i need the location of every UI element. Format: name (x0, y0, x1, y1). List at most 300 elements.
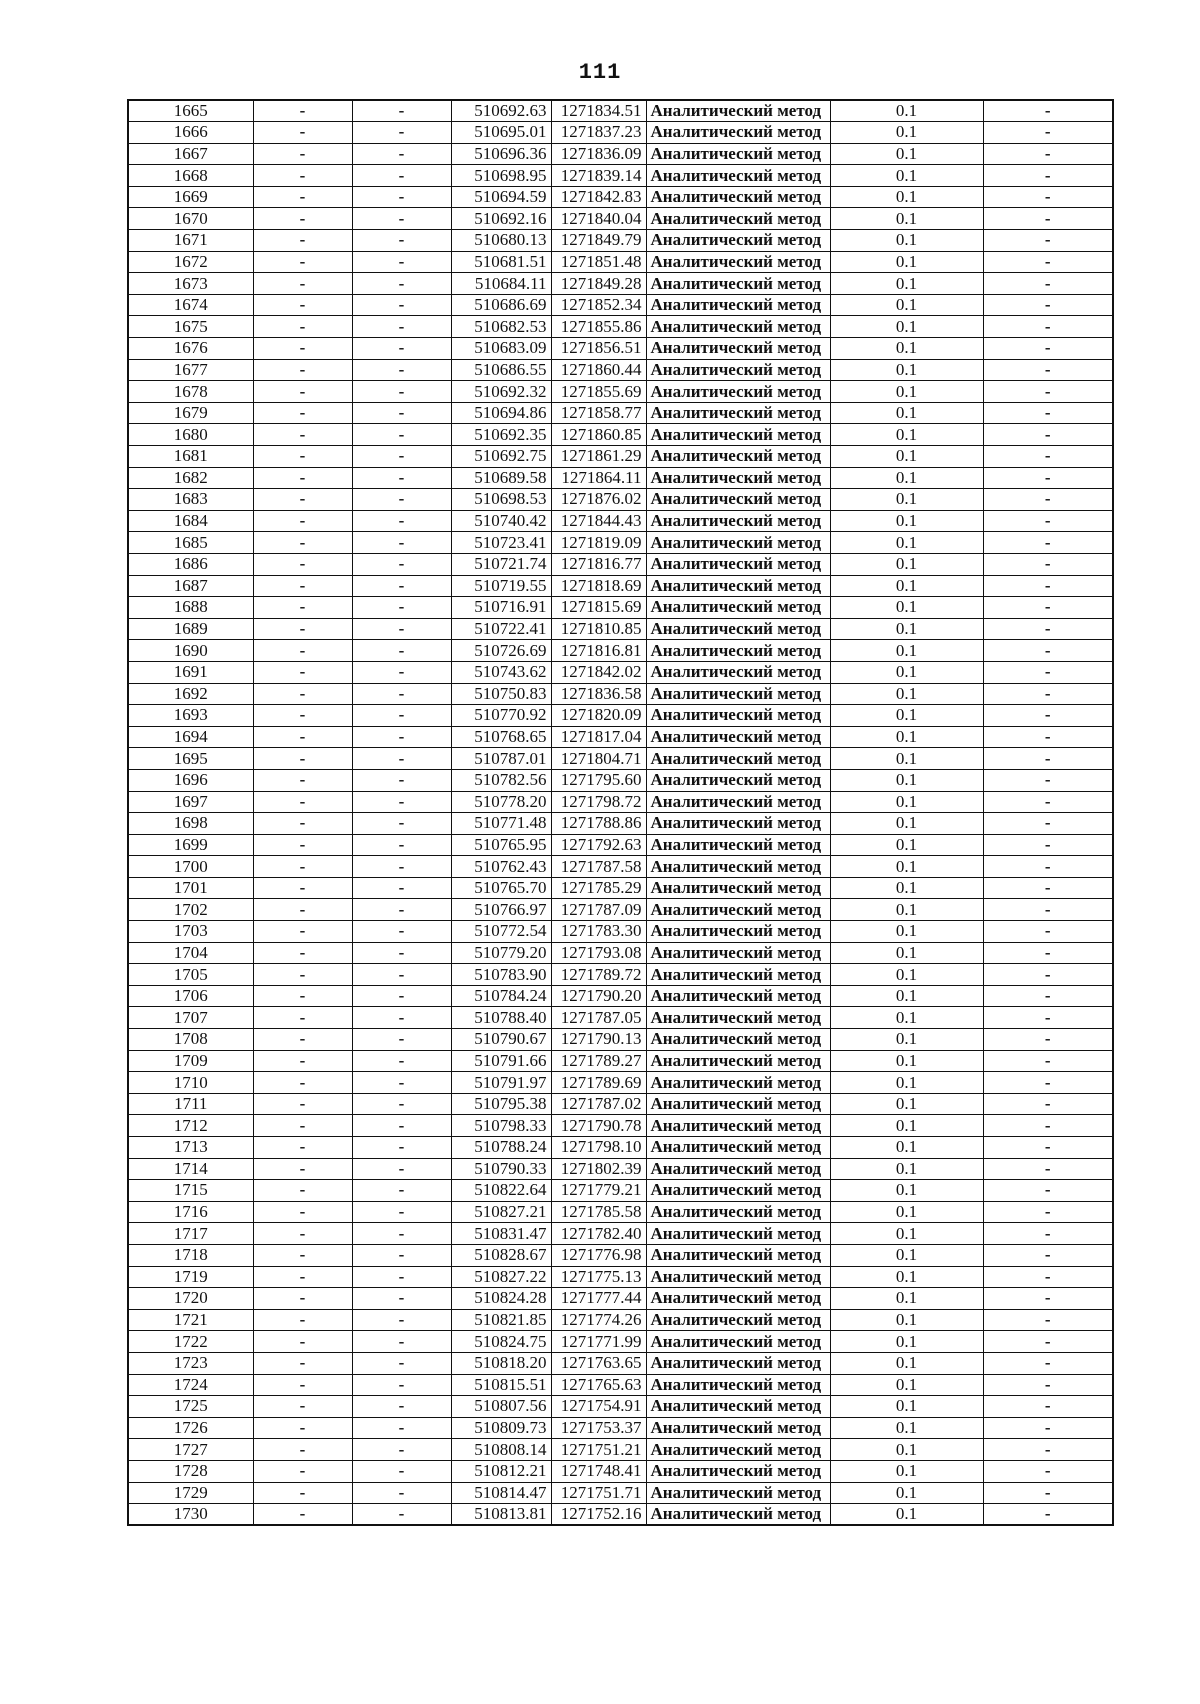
accuracy-cell: 0.1 (830, 726, 983, 748)
point-number-cell: 1730 (128, 1504, 253, 1526)
point-number-cell: 1693 (128, 705, 253, 727)
empty-dash-cell: - (253, 1331, 352, 1353)
y-coordinate-cell: 1271852.34 (551, 294, 646, 316)
accuracy-cell: 0.1 (830, 1482, 983, 1504)
y-coordinate-cell: 1271777.44 (551, 1288, 646, 1310)
empty-dash-cell: - (253, 143, 352, 165)
table-row (128, 1417, 1113, 1439)
method-cell: Аналитический метод (646, 1158, 830, 1180)
point-number-cell: 1708 (128, 1029, 253, 1051)
empty-dash-cell: - (983, 1266, 1113, 1288)
empty-dash-cell: - (253, 532, 352, 554)
empty-dash-cell: - (983, 726, 1113, 748)
empty-dash-cell: - (983, 1374, 1113, 1396)
method-cell: Аналитический метод (646, 273, 830, 295)
empty-dash-cell: - (983, 1093, 1113, 1115)
method-cell: Аналитический метод (646, 769, 830, 791)
table-row (128, 769, 1113, 791)
empty-dash-cell: - (983, 942, 1113, 964)
point-number-cell: 1703 (128, 921, 253, 943)
x-coordinate-cell: 510812.21 (451, 1460, 551, 1482)
x-coordinate-cell: 510771.48 (451, 813, 551, 835)
empty-dash-cell: - (253, 251, 352, 273)
empty-dash-cell: - (983, 964, 1113, 986)
empty-dash-cell: - (983, 359, 1113, 381)
x-coordinate-cell: 510722.41 (451, 618, 551, 640)
accuracy-cell: 0.1 (830, 1244, 983, 1266)
empty-dash-cell: - (352, 1223, 451, 1245)
point-number-cell: 1729 (128, 1482, 253, 1504)
point-number-cell: 1674 (128, 294, 253, 316)
point-number-cell: 1694 (128, 726, 253, 748)
y-coordinate-cell: 1271751.71 (551, 1482, 646, 1504)
x-coordinate-cell: 510814.47 (451, 1482, 551, 1504)
method-cell: Аналитический метод (646, 510, 830, 532)
empty-dash-cell: - (352, 1137, 451, 1159)
point-number-cell: 1702 (128, 899, 253, 921)
empty-dash-cell: - (253, 661, 352, 683)
accuracy-cell: 0.1 (830, 748, 983, 770)
empty-dash-cell: - (983, 683, 1113, 705)
accuracy-cell: 0.1 (830, 813, 983, 835)
empty-dash-cell: - (352, 1504, 451, 1526)
empty-dash-cell: - (352, 424, 451, 446)
empty-dash-cell: - (253, 1482, 352, 1504)
empty-dash-cell: - (352, 921, 451, 943)
empty-dash-cell: - (352, 122, 451, 144)
empty-dash-cell: - (983, 338, 1113, 360)
empty-dash-cell: - (253, 467, 352, 489)
empty-dash-cell: - (983, 748, 1113, 770)
empty-dash-cell: - (983, 467, 1113, 489)
empty-dash-cell: - (253, 1180, 352, 1202)
point-number-cell: 1671 (128, 230, 253, 252)
y-coordinate-cell: 1271776.98 (551, 1244, 646, 1266)
y-coordinate-cell: 1271790.20 (551, 985, 646, 1007)
empty-dash-cell: - (352, 748, 451, 770)
accuracy-cell: 0.1 (830, 877, 983, 899)
empty-dash-cell: - (253, 1201, 352, 1223)
empty-dash-cell: - (983, 1201, 1113, 1223)
empty-dash-cell: - (983, 532, 1113, 554)
empty-dash-cell: - (983, 575, 1113, 597)
empty-dash-cell: - (352, 899, 451, 921)
empty-dash-cell: - (352, 683, 451, 705)
empty-dash-cell: - (983, 1352, 1113, 1374)
table-row (128, 640, 1113, 662)
empty-dash-cell: - (983, 618, 1113, 640)
empty-dash-cell: - (352, 1288, 451, 1310)
accuracy-cell: 0.1 (830, 1331, 983, 1353)
empty-dash-cell: - (352, 1158, 451, 1180)
y-coordinate-cell: 1271798.10 (551, 1137, 646, 1159)
table-row (128, 661, 1113, 683)
x-coordinate-cell: 510815.51 (451, 1374, 551, 1396)
empty-dash-cell: - (253, 1093, 352, 1115)
accuracy-cell: 0.1 (830, 1504, 983, 1526)
point-number-cell: 1676 (128, 338, 253, 360)
empty-dash-cell: - (352, 769, 451, 791)
y-coordinate-cell: 1271748.41 (551, 1460, 646, 1482)
y-coordinate-cell: 1271765.63 (551, 1374, 646, 1396)
x-coordinate-cell: 510692.32 (451, 381, 551, 403)
empty-dash-cell: - (253, 618, 352, 640)
accuracy-cell: 0.1 (830, 1158, 983, 1180)
x-coordinate-cell: 510695.01 (451, 122, 551, 144)
point-number-cell: 1685 (128, 532, 253, 554)
accuracy-cell: 0.1 (830, 1460, 983, 1482)
table-row (128, 489, 1113, 511)
accuracy-cell: 0.1 (830, 553, 983, 575)
empty-dash-cell: - (983, 100, 1113, 122)
point-number-cell: 1695 (128, 748, 253, 770)
empty-dash-cell: - (983, 1331, 1113, 1353)
accuracy-cell: 0.1 (830, 769, 983, 791)
point-number-cell: 1724 (128, 1374, 253, 1396)
table-row (128, 402, 1113, 424)
table-row (128, 359, 1113, 381)
method-cell: Аналитический метод (646, 877, 830, 899)
empty-dash-cell: - (352, 489, 451, 511)
table-row (128, 1093, 1113, 1115)
point-number-cell: 1718 (128, 1244, 253, 1266)
accuracy-cell: 0.1 (830, 316, 983, 338)
method-cell: Аналитический метод (646, 1331, 830, 1353)
point-number-cell: 1727 (128, 1439, 253, 1461)
point-number-cell: 1710 (128, 1072, 253, 1094)
method-cell: Аналитический метод (646, 165, 830, 187)
empty-dash-cell: - (253, 791, 352, 813)
table-row (128, 575, 1113, 597)
empty-dash-cell: - (352, 985, 451, 1007)
point-number-cell: 1701 (128, 877, 253, 899)
point-number-cell: 1679 (128, 402, 253, 424)
empty-dash-cell: - (253, 1417, 352, 1439)
x-coordinate-cell: 510824.75 (451, 1331, 551, 1353)
method-cell: Аналитический метод (646, 230, 830, 252)
empty-dash-cell: - (983, 1007, 1113, 1029)
method-cell: Аналитический метод (646, 100, 830, 122)
accuracy-cell: 0.1 (830, 1288, 983, 1310)
y-coordinate-cell: 1271842.83 (551, 186, 646, 208)
empty-dash-cell: - (352, 1115, 451, 1137)
table-row (128, 726, 1113, 748)
y-coordinate-cell: 1271864.11 (551, 467, 646, 489)
x-coordinate-cell: 510784.24 (451, 985, 551, 1007)
accuracy-cell: 0.1 (830, 921, 983, 943)
empty-dash-cell: - (253, 186, 352, 208)
empty-dash-cell: - (983, 273, 1113, 295)
accuracy-cell: 0.1 (830, 1417, 983, 1439)
empty-dash-cell: - (253, 1288, 352, 1310)
y-coordinate-cell: 1271779.21 (551, 1180, 646, 1202)
empty-dash-cell: - (352, 705, 451, 727)
empty-dash-cell: - (352, 1417, 451, 1439)
accuracy-cell: 0.1 (830, 208, 983, 230)
accuracy-cell: 0.1 (830, 510, 983, 532)
table-row (128, 1309, 1113, 1331)
method-cell: Аналитический метод (646, 921, 830, 943)
method-cell: Аналитический метод (646, 143, 830, 165)
point-number-cell: 1687 (128, 575, 253, 597)
accuracy-cell: 0.1 (830, 1050, 983, 1072)
y-coordinate-cell: 1271790.13 (551, 1029, 646, 1051)
empty-dash-cell: - (983, 985, 1113, 1007)
empty-dash-cell: - (352, 1309, 451, 1331)
table-row (128, 1180, 1113, 1202)
point-number-cell: 1686 (128, 553, 253, 575)
table-row (128, 985, 1113, 1007)
table-row (128, 1266, 1113, 1288)
empty-dash-cell: - (253, 1266, 352, 1288)
point-number-cell: 1673 (128, 273, 253, 295)
method-cell: Аналитический метод (646, 1007, 830, 1029)
method-cell: Аналитический метод (646, 1288, 830, 1310)
table-row (128, 1244, 1113, 1266)
empty-dash-cell: - (352, 1460, 451, 1482)
empty-dash-cell: - (253, 877, 352, 899)
empty-dash-cell: - (352, 1201, 451, 1223)
empty-dash-cell: - (352, 834, 451, 856)
method-cell: Аналитический метод (646, 1417, 830, 1439)
table-row (128, 683, 1113, 705)
accuracy-cell: 0.1 (830, 338, 983, 360)
point-number-cell: 1728 (128, 1460, 253, 1482)
empty-dash-cell: - (983, 186, 1113, 208)
empty-dash-cell: - (983, 813, 1113, 835)
x-coordinate-cell: 510779.20 (451, 942, 551, 964)
method-cell: Аналитический метод (646, 618, 830, 640)
empty-dash-cell: - (352, 1352, 451, 1374)
x-coordinate-cell: 510783.90 (451, 964, 551, 986)
table-row (128, 705, 1113, 727)
empty-dash-cell: - (983, 1288, 1113, 1310)
method-cell: Аналитический метод (646, 899, 830, 921)
method-cell: Аналитический метод (646, 1439, 830, 1461)
accuracy-cell: 0.1 (830, 1072, 983, 1094)
x-coordinate-cell: 510790.67 (451, 1029, 551, 1051)
y-coordinate-cell: 1271790.78 (551, 1115, 646, 1137)
empty-dash-cell: - (352, 1266, 451, 1288)
empty-dash-cell: - (983, 791, 1113, 813)
y-coordinate-cell: 1271787.05 (551, 1007, 646, 1029)
empty-dash-cell: - (983, 1029, 1113, 1051)
y-coordinate-cell: 1271876.02 (551, 489, 646, 511)
empty-dash-cell: - (983, 834, 1113, 856)
accuracy-cell: 0.1 (830, 402, 983, 424)
table-row (128, 748, 1113, 770)
empty-dash-cell: - (352, 1331, 451, 1353)
empty-dash-cell: - (253, 273, 352, 295)
table-row (128, 1460, 1113, 1482)
empty-dash-cell: - (253, 856, 352, 878)
point-number-cell: 1711 (128, 1093, 253, 1115)
accuracy-cell: 0.1 (830, 597, 983, 619)
y-coordinate-cell: 1271753.37 (551, 1417, 646, 1439)
point-number-cell: 1704 (128, 942, 253, 964)
accuracy-cell: 0.1 (830, 1374, 983, 1396)
accuracy-cell: 0.1 (830, 1201, 983, 1223)
empty-dash-cell: - (253, 726, 352, 748)
y-coordinate-cell: 1271849.79 (551, 230, 646, 252)
method-cell: Аналитический метод (646, 251, 830, 273)
x-coordinate-cell: 510696.36 (451, 143, 551, 165)
method-cell: Аналитический метод (646, 942, 830, 964)
empty-dash-cell: - (983, 921, 1113, 943)
method-cell: Аналитический метод (646, 424, 830, 446)
x-coordinate-cell: 510740.42 (451, 510, 551, 532)
empty-dash-cell: - (983, 1180, 1113, 1202)
x-coordinate-cell: 510821.85 (451, 1309, 551, 1331)
point-number-cell: 1681 (128, 446, 253, 468)
table-row (128, 921, 1113, 943)
y-coordinate-cell: 1271782.40 (551, 1223, 646, 1245)
y-coordinate-cell: 1271839.14 (551, 165, 646, 187)
y-coordinate-cell: 1271819.09 (551, 532, 646, 554)
table-row (128, 1482, 1113, 1504)
method-cell: Аналитический метод (646, 575, 830, 597)
method-cell: Аналитический метод (646, 683, 830, 705)
empty-dash-cell: - (352, 100, 451, 122)
empty-dash-cell: - (983, 661, 1113, 683)
empty-dash-cell: - (983, 165, 1113, 187)
table-row (128, 1504, 1113, 1526)
x-coordinate-cell: 510692.35 (451, 424, 551, 446)
method-cell: Аналитический метод (646, 446, 830, 468)
method-cell: Аналитический метод (646, 532, 830, 554)
empty-dash-cell: - (253, 964, 352, 986)
accuracy-cell: 0.1 (830, 791, 983, 813)
table-row (128, 1007, 1113, 1029)
point-number-cell: 1716 (128, 1201, 253, 1223)
point-number-cell: 1669 (128, 186, 253, 208)
empty-dash-cell: - (253, 942, 352, 964)
point-number-cell: 1675 (128, 316, 253, 338)
empty-dash-cell: - (983, 1158, 1113, 1180)
y-coordinate-cell: 1271802.39 (551, 1158, 646, 1180)
method-cell: Аналитический метод (646, 553, 830, 575)
method-cell: Аналитический метод (646, 294, 830, 316)
table-row (128, 186, 1113, 208)
method-cell: Аналитический метод (646, 122, 830, 144)
method-cell: Аналитический метод (646, 467, 830, 489)
empty-dash-cell: - (253, 489, 352, 511)
accuracy-cell: 0.1 (830, 532, 983, 554)
empty-dash-cell: - (352, 316, 451, 338)
empty-dash-cell: - (352, 467, 451, 489)
method-cell: Аналитический метод (646, 1352, 830, 1374)
method-cell: Аналитический метод (646, 359, 830, 381)
point-number-cell: 1697 (128, 791, 253, 813)
empty-dash-cell: - (352, 230, 451, 252)
point-number-cell: 1680 (128, 424, 253, 446)
accuracy-cell: 0.1 (830, 1309, 983, 1331)
empty-dash-cell: - (983, 122, 1113, 144)
empty-dash-cell: - (983, 1050, 1113, 1072)
x-coordinate-cell: 510782.56 (451, 769, 551, 791)
accuracy-cell: 0.1 (830, 186, 983, 208)
method-cell: Аналитический метод (646, 791, 830, 813)
empty-dash-cell: - (352, 1374, 451, 1396)
x-coordinate-cell: 510778.20 (451, 791, 551, 813)
accuracy-cell: 0.1 (830, 1396, 983, 1418)
y-coordinate-cell: 1271855.69 (551, 381, 646, 403)
method-cell: Аналитический метод (646, 661, 830, 683)
empty-dash-cell: - (253, 230, 352, 252)
empty-dash-cell: - (983, 446, 1113, 468)
y-coordinate-cell: 1271752.16 (551, 1504, 646, 1526)
method-cell: Аналитический метод (646, 1223, 830, 1245)
empty-dash-cell: - (253, 597, 352, 619)
x-coordinate-cell: 510808.14 (451, 1439, 551, 1461)
x-coordinate-cell: 510822.64 (451, 1180, 551, 1202)
accuracy-cell: 0.1 (830, 661, 983, 683)
y-coordinate-cell: 1271793.08 (551, 942, 646, 964)
point-number-cell: 1720 (128, 1288, 253, 1310)
accuracy-cell: 0.1 (830, 856, 983, 878)
empty-dash-cell: - (253, 359, 352, 381)
point-number-cell: 1705 (128, 964, 253, 986)
method-cell: Аналитический метод (646, 1115, 830, 1137)
accuracy-cell: 0.1 (830, 122, 983, 144)
table-row (128, 1352, 1113, 1374)
empty-dash-cell: - (352, 1050, 451, 1072)
method-cell: Аналитический метод (646, 1201, 830, 1223)
x-coordinate-cell: 510766.97 (451, 899, 551, 921)
x-coordinate-cell: 510772.54 (451, 921, 551, 943)
empty-dash-cell: - (253, 1439, 352, 1461)
point-number-cell: 1712 (128, 1115, 253, 1137)
x-coordinate-cell: 510813.81 (451, 1504, 551, 1526)
empty-dash-cell: - (352, 273, 451, 295)
empty-dash-cell: - (253, 985, 352, 1007)
table-row (128, 532, 1113, 554)
empty-dash-cell: - (253, 122, 352, 144)
empty-dash-cell: - (352, 381, 451, 403)
accuracy-cell: 0.1 (830, 834, 983, 856)
x-coordinate-cell: 510686.69 (451, 294, 551, 316)
x-coordinate-cell: 510770.92 (451, 705, 551, 727)
x-coordinate-cell: 510791.97 (451, 1072, 551, 1094)
point-number-cell: 1725 (128, 1396, 253, 1418)
table-row (128, 856, 1113, 878)
empty-dash-cell: - (253, 1050, 352, 1072)
method-cell: Аналитический метод (646, 1180, 830, 1202)
method-cell: Аналитический метод (646, 1244, 830, 1266)
empty-dash-cell: - (352, 856, 451, 878)
table-row (128, 1115, 1113, 1137)
point-number-cell: 1683 (128, 489, 253, 511)
y-coordinate-cell: 1271785.29 (551, 877, 646, 899)
method-cell: Аналитический метод (646, 813, 830, 835)
table-row (128, 273, 1113, 295)
x-coordinate-cell: 510681.51 (451, 251, 551, 273)
empty-dash-cell: - (253, 575, 352, 597)
empty-dash-cell: - (983, 877, 1113, 899)
y-coordinate-cell: 1271789.72 (551, 964, 646, 986)
x-coordinate-cell: 510818.20 (451, 1352, 551, 1374)
method-cell: Аналитический метод (646, 1396, 830, 1418)
x-coordinate-cell: 510790.33 (451, 1158, 551, 1180)
method-cell: Аналитический метод (646, 985, 830, 1007)
empty-dash-cell: - (352, 446, 451, 468)
empty-dash-cell: - (983, 381, 1113, 403)
point-number-cell: 1684 (128, 510, 253, 532)
accuracy-cell: 0.1 (830, 446, 983, 468)
empty-dash-cell: - (983, 1223, 1113, 1245)
accuracy-cell: 0.1 (830, 1223, 983, 1245)
x-coordinate-cell: 510698.95 (451, 165, 551, 187)
